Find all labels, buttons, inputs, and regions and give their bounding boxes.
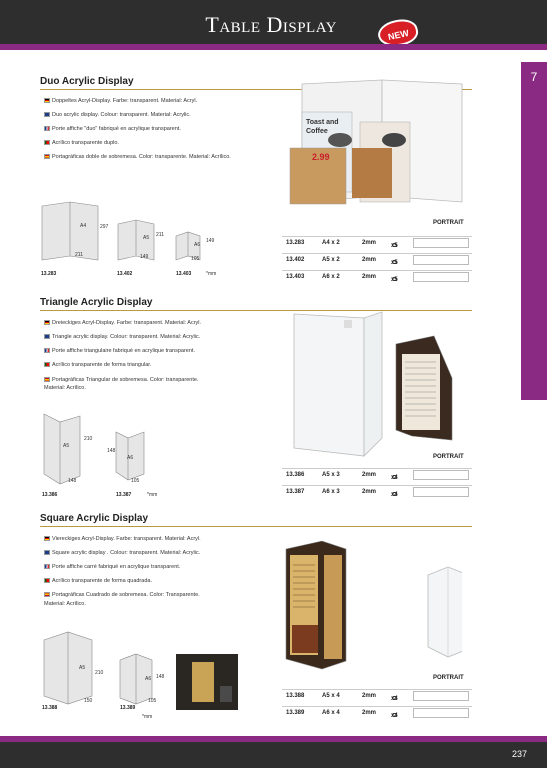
description-fr — [44, 348, 195, 354]
description-text: Porte affiche "duo" fabriqué en acrylique transparent. — [52, 126, 181, 132]
description-de — [44, 320, 201, 326]
sketch-dimension: 149 — [140, 254, 149, 260]
description-text: Porte affiche triangulaire fabriqué en acrylique transparent. — [52, 348, 195, 354]
sketch-dimension: 297 — [100, 224, 109, 230]
product-size: A5 x 3 — [322, 472, 340, 478]
uk-flag-icon — [44, 334, 50, 339]
product-thickness: 2mm — [362, 257, 377, 263]
sketch-code: 13.283 — [41, 271, 57, 277]
duo-display-photo — [282, 76, 482, 216]
orientation-label: PORTRAIT — [433, 220, 464, 226]
sketch-code: 13.388 — [42, 705, 58, 711]
new-badge: NEW — [376, 16, 421, 50]
product-thickness: 2mm — [362, 693, 377, 699]
france-flag-icon — [44, 126, 50, 131]
sketch-code: 13.386 — [42, 492, 58, 498]
description-text: Acrílico transparente de forma triangular. — [52, 362, 152, 368]
description-text: Portagráficas Triangular de sobremesa. Color: transparente. — [52, 377, 199, 383]
product-row — [282, 270, 472, 282]
spain-flag-icon — [44, 154, 50, 159]
france-flag-icon — [44, 564, 50, 569]
section-title-triangle: Triangle Acrylic Display — [40, 297, 153, 308]
section-rule — [40, 526, 472, 527]
product-thickness: 2mm — [362, 472, 377, 478]
description-es-cont: Material: Acrílico. — [44, 601, 86, 607]
sketch-dimension: 148 — [107, 448, 116, 454]
product-size: A6 x 4 — [322, 710, 340, 716]
germany-flag-icon — [44, 98, 50, 103]
product-thickness: 2mm — [362, 489, 377, 495]
unit-note: *mm — [142, 714, 153, 720]
description-text: Portagráficas Cuadrado de sobremesa. Color: Transparente. — [52, 592, 200, 598]
description-text: Dreieckiges Acryl-Display. Farbe: transparent. Material: Acryl. — [52, 320, 202, 326]
page-number: 237 — [511, 749, 527, 759]
description-es — [44, 592, 200, 598]
product-size: A5 x 2 — [322, 257, 340, 263]
germany-flag-icon — [44, 320, 50, 325]
sketch-dimension: 148 — [68, 478, 77, 484]
spain-flag-icon — [44, 377, 50, 382]
sketch-dimension: 105 — [191, 256, 200, 262]
unit-note: *mm — [206, 271, 217, 277]
sketch-size: A5 — [143, 235, 150, 241]
description-es — [44, 377, 198, 383]
product-thickness: 2mm — [362, 274, 377, 280]
description-text: Acrílico transparente de forma quadrada. — [52, 578, 152, 584]
pack-quantity: x5 — [391, 260, 398, 266]
order-field[interactable] — [413, 238, 469, 248]
product-row — [282, 468, 472, 480]
description-text: Doppeltes Acryl-Display. Farbe: transparent. Material: Acryl. — [52, 98, 198, 104]
description-pt — [44, 362, 151, 368]
product-code: 13.388 — [286, 693, 305, 699]
portugal-flag-icon — [44, 362, 50, 367]
product-code: 13.389 — [286, 710, 305, 716]
pack-quantity: x5 — [391, 243, 398, 249]
sketch-size: A6 — [194, 242, 201, 248]
product-code: 13.402 — [286, 257, 305, 263]
page-title: Table Display — [205, 12, 337, 37]
pack-quantity: x4 — [391, 713, 398, 719]
product-size: A5 x 4 — [322, 693, 340, 699]
description-pt — [44, 578, 152, 584]
sketch-dimension: 105 — [131, 478, 140, 484]
product-thickness: 2mm — [362, 240, 377, 246]
orientation-label: PORTRAIT — [433, 675, 464, 681]
sketch-dimension: 149 — [206, 238, 215, 244]
description-text: Viereckiges Acryl-Display. Farbe: transparent. Material: Acryl. — [52, 536, 201, 542]
square-dimension-sketches — [40, 630, 250, 720]
photo-text-coffee: Coffee — [306, 128, 328, 135]
description-text: Acrílico transparente duplo. — [52, 140, 119, 146]
sketch-size: A6 — [127, 455, 134, 461]
pack-quantity: x4 — [391, 475, 398, 481]
description-en — [44, 112, 191, 118]
sketch-size: A5 — [79, 665, 86, 671]
description-es — [44, 154, 231, 160]
product-row — [282, 689, 472, 701]
sketch-dimension: 211 — [75, 252, 83, 258]
description-text: Porte affiche carré fabriqué en acrylique transparent. — [52, 564, 181, 570]
product-code: 13.387 — [286, 489, 305, 495]
pack-icon — [392, 696, 397, 700]
description-text: Triangle acrylic display. Colour: transparent. Material: Acrylic. — [52, 334, 201, 340]
page-footer — [0, 742, 547, 768]
product-code: 13.283 — [286, 240, 305, 246]
order-field[interactable] — [413, 470, 469, 480]
pack-icon — [392, 243, 397, 247]
sketch-dimension: 148 — [156, 674, 165, 680]
header-accent-bar — [0, 44, 547, 50]
pack-quantity: x4 — [391, 696, 398, 702]
photo-price: 2.99 — [312, 152, 330, 162]
description-text: Square acrylic display . Colour: transparent. Material: Acrylic. — [52, 550, 201, 556]
unit-note: *mm — [147, 492, 158, 498]
description-de — [44, 536, 201, 542]
sketch-size: A4 — [80, 223, 87, 229]
sketch-code: 13.402 — [117, 271, 133, 277]
sketch-dimension: 210 — [84, 436, 93, 442]
spain-flag-icon — [44, 592, 50, 597]
orientation-label: PORTRAIT — [433, 454, 464, 460]
pack-icon — [392, 277, 397, 281]
page-header — [0, 0, 547, 44]
description-text: Portagráficas doble de sobremesa. Color: transparente. Material: Acrílico. — [52, 154, 231, 160]
description-text: Duo acrylic display. Colour: transparent. Material: Acrylic. — [52, 112, 191, 118]
order-field[interactable] — [413, 691, 469, 701]
sketch-size: A5 — [63, 443, 70, 449]
product-code: 13.403 — [286, 274, 305, 280]
portugal-flag-icon — [44, 578, 50, 583]
description-pt — [44, 140, 119, 146]
sketch-code: 13.403 — [176, 271, 192, 277]
pack-quantity: x4 — [391, 492, 398, 498]
sketch-dimension: 210 — [95, 670, 104, 676]
pack-quantity: x5 — [391, 277, 398, 283]
sketch-dimension: 150 — [84, 698, 93, 704]
product-size: A4 x 2 — [322, 240, 340, 246]
chapter-tab — [521, 62, 547, 400]
product-size: A6 x 2 — [322, 274, 340, 280]
section-title-duo: Duo Acrylic Display — [40, 76, 134, 87]
pack-icon — [392, 713, 397, 717]
order-field[interactable] — [413, 272, 469, 282]
chapter-number: 7 — [530, 70, 538, 84]
order-field[interactable] — [413, 708, 469, 718]
section-title-square: Square Acrylic Display — [40, 513, 149, 524]
sketch-dimension: 105 — [148, 698, 157, 704]
product-size: A6 x 3 — [322, 489, 340, 495]
description-fr — [44, 564, 180, 570]
uk-flag-icon — [44, 550, 50, 555]
pack-icon — [392, 492, 397, 496]
product-row — [282, 236, 472, 248]
description-de — [44, 98, 197, 104]
sketch-code: 13.389 — [120, 705, 136, 711]
sketch-code: 13.387 — [116, 492, 132, 498]
sketch-size: A6 — [145, 676, 152, 682]
france-flag-icon — [44, 348, 50, 353]
order-field[interactable] — [413, 255, 469, 265]
triangle-display-photo — [284, 308, 464, 460]
germany-flag-icon — [44, 536, 50, 541]
description-fr — [44, 126, 181, 132]
portugal-flag-icon — [44, 140, 50, 145]
photo-text-toast: Toast and — [306, 119, 339, 126]
description-en — [44, 334, 200, 340]
product-row — [282, 485, 472, 497]
description-en — [44, 550, 200, 556]
sketch-dimension: 211 — [156, 232, 164, 238]
product-row — [282, 706, 472, 718]
order-field[interactable] — [413, 487, 469, 497]
description-es-cont: Material: Acrílico. — [44, 385, 86, 391]
square-display-photo — [282, 535, 462, 675]
product-code: 13.386 — [286, 472, 305, 478]
product-thickness: 2mm — [362, 710, 377, 716]
pack-icon — [392, 475, 397, 479]
product-row — [282, 253, 472, 265]
uk-flag-icon — [44, 112, 50, 117]
pack-icon — [392, 260, 397, 264]
